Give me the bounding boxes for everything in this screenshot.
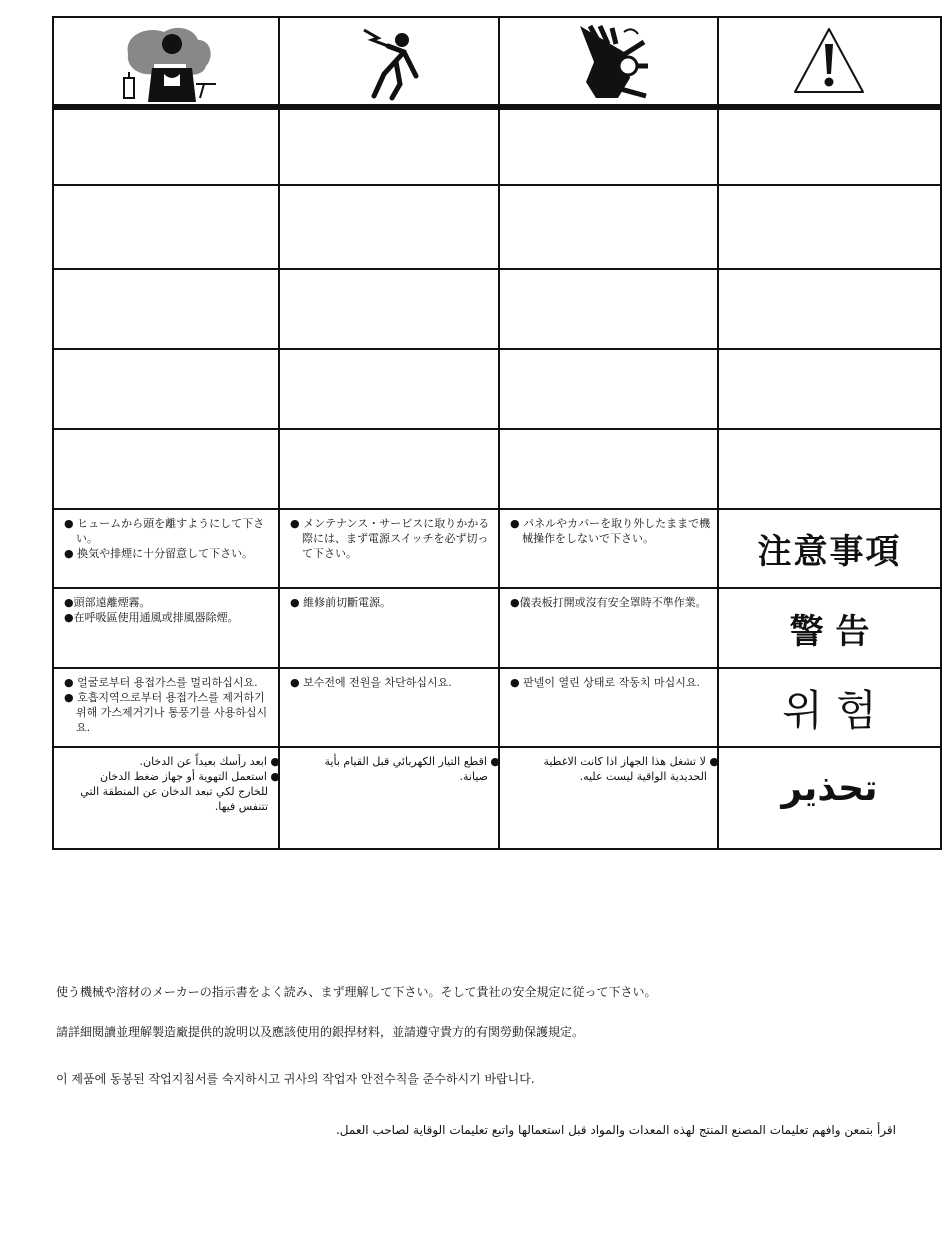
japanese-fumes-text: ● ヒュームから頭を離すようにして下さい。 ● 換気や排煙に十分留意して下さい。 bbox=[64, 517, 265, 560]
japanese-shock-text: ● メンテナンス・サービスに取りかかる際には、まず電源スイッチを必ず切って下さい。 bbox=[290, 517, 490, 560]
arabic-shock-text: ● اقطع التيار الكهربائي قبل القيام بأية صيانة. bbox=[324, 755, 500, 783]
korean-moving-parts-text: ● 판넬이 열린 상태로 작동치 마십시요. bbox=[510, 676, 700, 689]
fumes-hazard-icon bbox=[114, 24, 224, 102]
korean-fumes-text: ● 얼굴로부터 용접가스를 멀리하십시요. ● 호흡지역으로부터 용접가스를 제거하기 위해 가스제거기나 통풍기를 사용하십시요. bbox=[64, 676, 268, 734]
chinese-fumes-text: ●頭部遠離煙霧。 ●在呼吸區使用通風或排風器除煙。 bbox=[64, 596, 239, 624]
footer-arabic: اقرأ بتمعن وافهم تعليمات المصنع المنتج لهذه المعدات والمواد قبل استعمالها واتبع تعليمات الوقاية لصاحب العمل. bbox=[335, 1123, 896, 1137]
arabic-fumes-text: ● ابعد رأسك بعيداً عن الدخان. ● استعمل التهوية أو جهاز ضغط الدخان للخارج لكي تبعد الدخان عن المنطقة التي تتنفس فيها. bbox=[80, 755, 280, 813]
japanese-warning-word: 注意事項 bbox=[757, 532, 902, 572]
footer-chinese: 請詳細閱讀並理解製造廠提供的說明以及應該使用的銀捍材料，並請遵守貴方的有関勞動保護規定。 bbox=[56, 1025, 585, 1039]
arabic-moving-parts-text: ● لا تشغل هذا الجهاز اذا كانت الاغطية الحديدية الواقية ليست عليه. bbox=[543, 755, 719, 783]
chinese-warning-word: 警 告 bbox=[789, 611, 870, 652]
korean-warning-word: 위 험 bbox=[782, 685, 877, 735]
footer-korean: 이 제품에 동봉된 작업지침서를 숙지하시고 귀사의 작업자 안전수칙을 준수하시기 바랍니다. bbox=[56, 1072, 535, 1086]
chinese-shock-text: ● 維修前切斷電源。 bbox=[290, 596, 392, 609]
electric-shock-icon bbox=[344, 24, 434, 102]
chinese-moving-parts-text: ●儀表板打開或沒有安全罩時不準作業。 bbox=[510, 596, 707, 609]
safety-warning-table bbox=[52, 16, 942, 850]
moving-parts-hand-icon bbox=[566, 22, 650, 102]
arabic-warning-word: تحذير bbox=[781, 767, 878, 809]
warning-exclamation-icon bbox=[792, 26, 866, 96]
japanese-moving-parts-text: ● パネルやカバーを取り外したままで機械操作をしないで下さい。 bbox=[510, 517, 711, 545]
korean-shock-text: ● 보수전에 전원을 차단하십시요. bbox=[290, 676, 452, 689]
footer-japanese: 使う機械や溶材のメーカーの指示書をよく読み、まず理解して下さい。そして貴社の安全規定に従って下さい。 bbox=[56, 985, 657, 999]
